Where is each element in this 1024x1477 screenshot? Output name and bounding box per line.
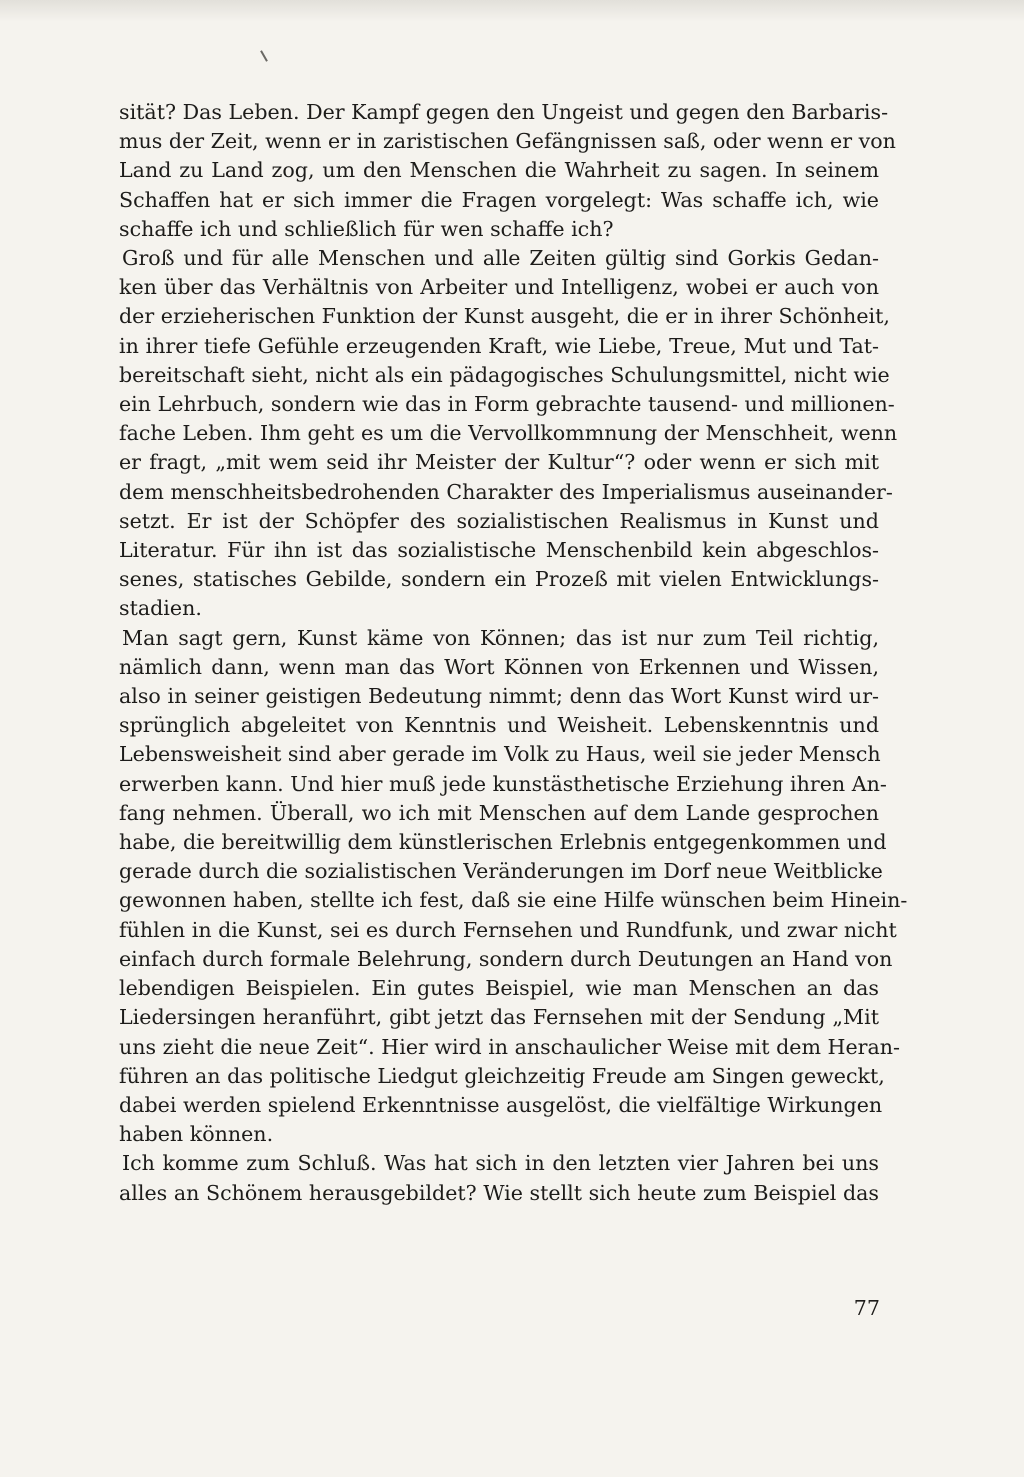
text-line: fühlen in die Kunst, sei es durch Fernsehen und Rundfunk, und zwar nicht — [119, 917, 897, 942]
text-line: also in seiner geistigen Bedeutung nimmt; denn das Wort Kunst wird ur- — [119, 684, 879, 709]
text-line: ein Lehrbuch, sondern wie das in Form gebrachte tausend- und millionen- — [119, 392, 895, 417]
page-top-edge — [0, 0, 1024, 22]
text-line: einfach durch formale Belehrung, sondern durch Deutungen an Hand von — [119, 946, 893, 971]
text-line: habe, die bereitwillig dem künstlerischen Erlebnis entgegenkommen und — [119, 830, 887, 855]
text-line: bereitschaft sieht, nicht als ein pädagogisches Schulungsmittel, nicht wie — [119, 362, 890, 387]
body-text — [119, 98, 908, 1208]
text-line: mus der Zeit, wenn er in zaristischen Gefängnissen saß, oder wenn er von — [119, 129, 896, 154]
stray-mark — [260, 50, 268, 61]
text-line: senes, statisches Gebilde, sondern ein Prozeß mit vielen Entwicklungs- — [119, 567, 879, 592]
text-line: haben können. — [119, 1122, 274, 1147]
text-line: Literatur. Für ihn ist das sozialistische Menschenbild kein abgeschlos- — [119, 538, 879, 563]
text-line: Ich komme zum Schluß. Was hat sich in den letzten vier Jahren bei uns — [122, 1151, 879, 1176]
text-line: sprünglich abgeleitet von Kenntnis und Weisheit. Lebenskenntnis und — [119, 713, 879, 738]
text-line: Man sagt gern, Kunst käme von Können; das ist nur zum Teil richtig, — [122, 625, 879, 650]
text-line: uns zieht die neue Zeit“. Hier wird in anschaulicher Weise mit dem Heran- — [119, 1034, 901, 1059]
text-line: fang nehmen. Überall, wo ich mit Menschen auf dem Lande gesprochen — [119, 800, 879, 825]
text-line: nämlich dann, wenn man das Wort Können von Erkennen und Wissen, — [119, 654, 879, 679]
text-line: Schaffen hat er sich immer die Fragen vorgelegt: Was schaffe ich, wie — [119, 187, 879, 212]
text-line: stadien. — [119, 596, 202, 621]
text-line: setzt. Er ist der Schöpfer des sozialistischen Realismus in Kunst und — [119, 508, 879, 533]
text-line: er fragt, „mit wem seid ihr Meister der Kultur“? oder wenn er sich mit — [119, 450, 879, 475]
text-line: Liedersingen heranführt, gibt jetzt das Fernsehen mit der Sendung „Mit — [119, 1005, 879, 1030]
text-line: lebendigen Beispielen. Ein gutes Beispiel, wie man Menschen an das — [119, 976, 879, 1001]
text-line: in ihrer tiefe Gefühle erzeugenden Kraft, wie Liebe, Treue, Mut und Tat- — [119, 333, 879, 358]
text-line: führen an das politische Liedgut gleichzeitig Freude am Singen geweckt, — [119, 1063, 885, 1088]
text-line: dem menschheitsbedrohenden Charakter des Imperialismus auseinander- — [119, 479, 893, 504]
text-line: der erzieherischen Funktion der Kunst ausgeht, die er in ihrer Schönheit, — [119, 304, 890, 329]
text-line: erwerben kann. Und hier muß jede kunstästhetische Erziehung ihren An- — [119, 771, 887, 796]
text-line: fache Leben. Ihm geht es um die Vervollkommnung der Menschheit, wenn — [119, 421, 898, 446]
text-line: sität? Das Leben. Der Kampf gegen den Ungeist und gegen den Barbaris- — [119, 100, 889, 124]
page-number: 77 — [853, 1296, 880, 1320]
text-line: Lebensweisheit sind aber gerade im Volk zu Haus, weil sie jeder Mensch — [119, 742, 881, 767]
text-line: gewonnen haben, stellte ich fest, daß sie eine Hilfe wünschen beim Hinein- — [119, 888, 908, 913]
text-line: alles an Schönem herausgebildet? Wie stellt sich heute zum Beispiel das — [119, 1180, 879, 1205]
text-line: dabei werden spielend Erkenntnisse ausgelöst, die vielfältige Wirkungen — [119, 1092, 883, 1117]
text-line: ken über das Verhältnis von Arbeiter und Intelligenz, wobei er auch von — [119, 275, 879, 300]
text-line: gerade durch die sozialistischen Veränderungen im Dorf neue Weitblicke — [119, 859, 883, 884]
text-line: Groß und für alle Menschen und alle Zeiten gültig sind Gorkis Gedan- — [122, 246, 879, 271]
text-line: schaffe ich und schließlich für wen schaffe ich? — [119, 216, 614, 241]
text-line: Land zu Land zog, um den Menschen die Wahrheit zu sagen. In seinem — [119, 158, 879, 183]
